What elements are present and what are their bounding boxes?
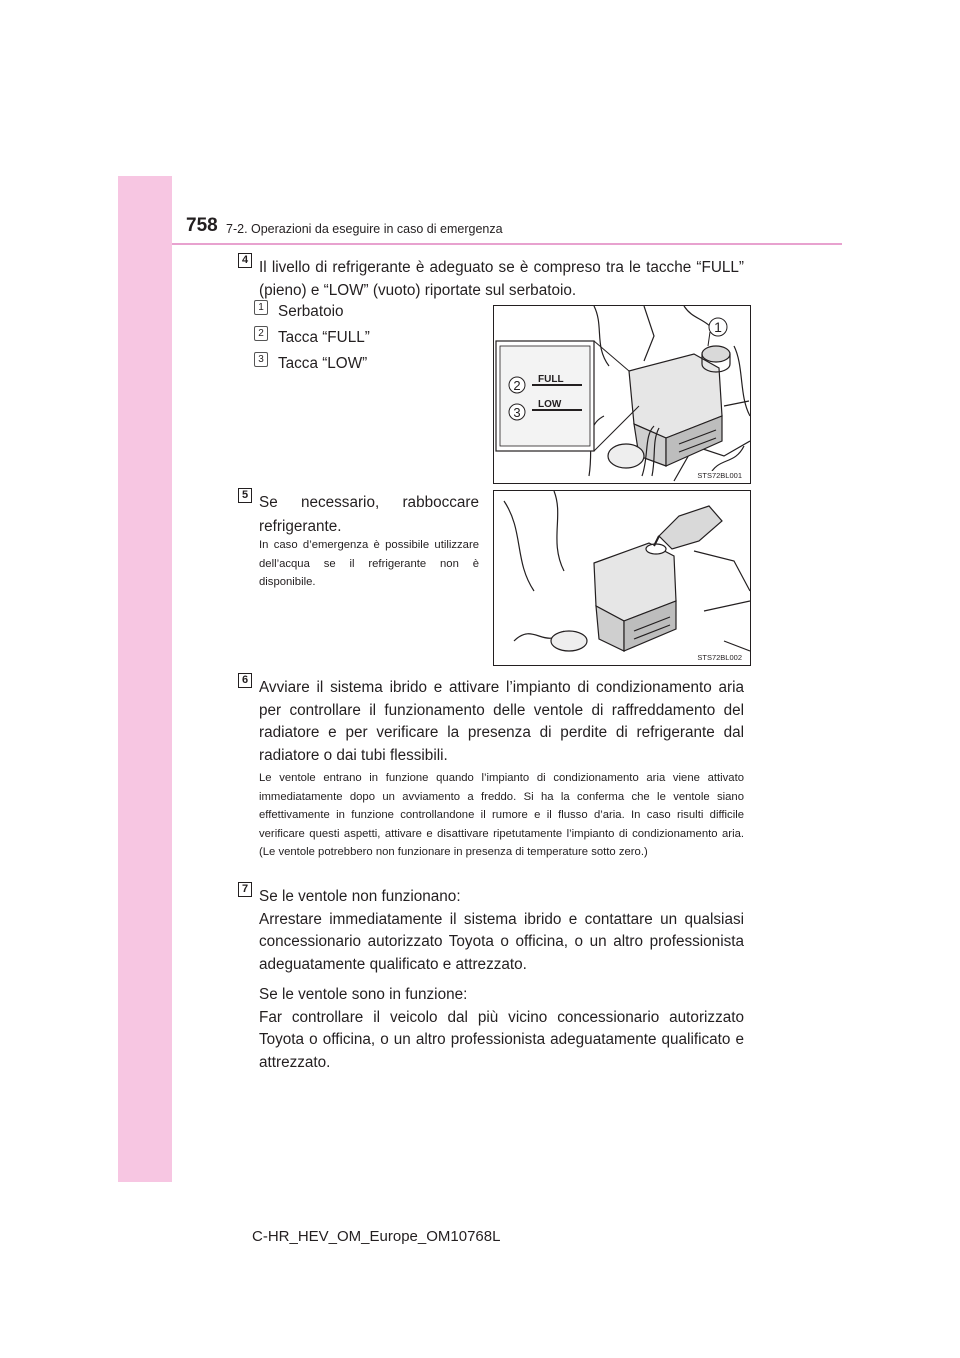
case1-text: Arrestare immediatamente il sistema ibrido e contattare un qualsiasi concessionario autorizzato Toyota o officina, o un altro professionista adeguatamente qualificato e attrezzato. — [259, 910, 744, 973]
inset-label-low: LOW — [538, 399, 562, 410]
case2-heading: Se le ventole sono in funzione: — [259, 986, 468, 1003]
engine-illustration-1 — [494, 306, 750, 483]
figure-code-2: STS72BL002 — [697, 653, 742, 662]
step-4-text: Il livello di refrigerante è adeguato se è compreso tra le tacche “FULL” (pieno) e “LOW” (vuoto) riportate sul serbatoio. — [259, 259, 744, 299]
callout-2: 2 — [513, 378, 521, 393]
callout-1: 1 — [714, 319, 722, 335]
footer-doc-code: C-HR_HEV_OM_Europe_OM10768L — [252, 1228, 501, 1245]
item-label-2: Tacca “FULL” — [278, 329, 370, 346]
callout-3: 3 — [513, 405, 521, 420]
engine-illustration-2 — [494, 491, 750, 665]
figure-refill-coolant — [493, 490, 751, 666]
step-6-note: Le ventole entrano in funzione quando l’impianto di condizionamento aria viene attivato immediatamente dopo un avviamento a freddo. Si ha la conferma che le ventole siano effettivamente in funzione controllandone il rumore e il flusso d’aria. In caso risulti difficile verificare questi aspetti, attivare e disattivare ripetutamente l’impianto di condizionamento aria. (Le ventole potrebbero non funzionare in presenza di temperature sotto zero.) — [259, 772, 744, 859]
item-number-1: 1 — [254, 300, 268, 315]
step-number-6: 6 — [238, 673, 252, 688]
step-6-text: Avviare il sistema ibrido e attivare l’impianto di condizionamento aria per controllare il funzionamento delle ventole di raffreddamento del radiatore e per verificare la presenza di perdite di refrigerante dal radiatore o dai tubi flessibili. — [259, 679, 744, 764]
figure-code-1: STS72BL001 — [697, 471, 742, 480]
chapter-sidebar — [118, 176, 172, 1182]
figure-coolant-reservoir — [493, 305, 751, 484]
item-label-3: Tacca “LOW” — [278, 355, 368, 372]
section-title: 7-2. Operazioni da eseguire in caso di emergenza — [226, 222, 503, 236]
inset-label-full: FULL — [538, 374, 564, 385]
step-5-note: In caso d’emergenza è possibile utilizzare dell’acqua se il refrigerante non è disponibile. — [259, 539, 479, 589]
item-number-3: 3 — [254, 352, 268, 367]
step-5-text: Se necessario, rabboccare refrigerante. — [259, 494, 479, 535]
step-number-7: 7 — [238, 882, 252, 897]
case2-text: Far controllare il veicolo dal più vicino concessionario autorizzato Toyota o officina, o un altro professionista adeguatamente qualificato e attrezzato. — [259, 1008, 744, 1071]
header-rule — [172, 243, 842, 245]
page-number: 758 — [186, 215, 218, 236]
step-number-5: 5 — [238, 488, 252, 503]
item-label-1: Serbatoio — [278, 303, 344, 320]
case1-heading: Se le ventole non funzionano: — [259, 888, 461, 905]
step-number-4: 4 — [238, 253, 252, 268]
item-number-2: 2 — [254, 326, 268, 341]
step-7-block — [259, 886, 744, 1074]
